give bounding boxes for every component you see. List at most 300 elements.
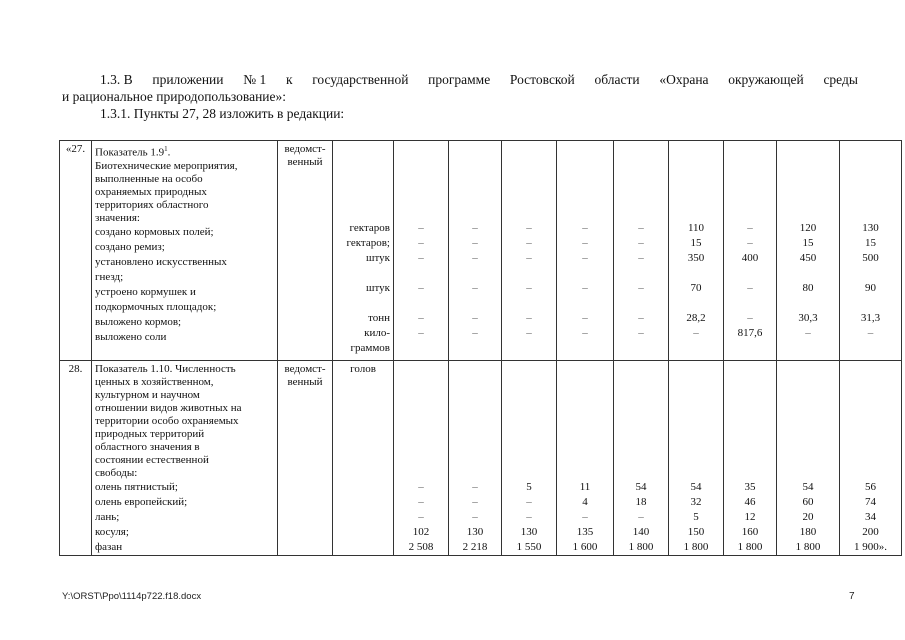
spacer <box>840 182 901 195</box>
spacer <box>614 428 668 441</box>
value-cell-col-9 <box>840 141 902 361</box>
spacer <box>669 156 723 169</box>
spacer <box>724 428 776 441</box>
spacer <box>669 341 723 356</box>
indicator-desc-line: культурном и научном <box>95 388 200 401</box>
spacer <box>669 363 723 376</box>
value-cell-col-8 <box>777 360 840 555</box>
value-cell-col-3 <box>502 360 557 555</box>
spacer <box>335 156 390 169</box>
value-cell-col-9 <box>840 360 902 555</box>
indicator-type-line: венный <box>287 375 323 388</box>
spacer <box>724 156 776 169</box>
value: – <box>638 327 644 339</box>
spacer <box>335 143 390 156</box>
spacer <box>449 402 501 415</box>
spacer <box>614 467 668 480</box>
spacer <box>557 376 613 389</box>
spacer <box>557 415 613 428</box>
spacer <box>724 143 776 156</box>
spacer <box>669 208 723 221</box>
spacer <box>449 341 501 356</box>
unit-cell <box>333 141 394 361</box>
value: 34 <box>865 510 876 523</box>
spacer <box>502 441 556 454</box>
spacer <box>557 195 613 208</box>
indicator-desc-line: областного значения в <box>95 440 200 453</box>
indicator-type-line: ведомст- <box>284 362 326 375</box>
spacer <box>840 467 901 480</box>
value: 12 <box>744 510 756 523</box>
spacer <box>557 389 613 402</box>
value: – <box>582 252 588 264</box>
unit-line: гектаров <box>349 222 390 234</box>
value: 74 <box>865 495 876 508</box>
spacer <box>449 182 501 195</box>
value: 450 <box>799 252 817 264</box>
value: – <box>582 282 588 294</box>
value: – <box>805 327 811 339</box>
spacer <box>449 195 501 208</box>
paragraph-word: Ростовской <box>509 72 575 87</box>
spacer <box>777 341 839 356</box>
indicator-title <box>95 143 274 160</box>
spacer <box>614 208 668 221</box>
value: – <box>472 222 478 234</box>
item-label: подкормочных площадок; <box>95 300 217 313</box>
spacer <box>614 376 668 389</box>
footer-file-path: Y:\ORST\Ppo\1114p722.f18.docx <box>62 591 202 602</box>
spacer <box>449 363 501 376</box>
spacer <box>777 389 839 402</box>
spacer <box>502 195 556 208</box>
spacer <box>724 182 776 195</box>
spacer <box>840 376 901 389</box>
spacer <box>724 415 776 428</box>
value: – <box>472 510 478 523</box>
value: 56 <box>865 480 876 493</box>
spacer <box>449 376 501 389</box>
value: 30,3 <box>798 312 818 324</box>
spacer <box>614 182 668 195</box>
spacer <box>502 341 556 356</box>
spacer <box>669 428 723 441</box>
spacer <box>502 143 556 156</box>
value: – <box>472 312 478 324</box>
spacer <box>724 208 776 221</box>
value: – <box>582 510 588 523</box>
spacer <box>557 143 613 156</box>
value: – <box>472 237 478 249</box>
spacer <box>614 169 668 182</box>
indicator-desc-line: охраняемых природных <box>95 185 207 198</box>
value: 54 <box>802 480 814 493</box>
indicator-title-superscript: 1 <box>164 145 168 153</box>
value: 60 <box>802 495 814 508</box>
spacer <box>502 467 556 480</box>
value: 817,6 <box>737 327 763 339</box>
spacer <box>840 428 901 441</box>
value: – <box>526 327 532 339</box>
spacer <box>614 441 668 454</box>
spacer <box>777 266 839 281</box>
value: 4 <box>582 495 588 508</box>
unit-line: гектаров; <box>346 237 390 249</box>
value: 20 <box>802 510 814 523</box>
paragraph-word: области <box>594 72 640 87</box>
spacer <box>335 266 390 281</box>
spacer <box>394 389 448 402</box>
value: – <box>867 327 874 339</box>
spacer <box>777 156 839 169</box>
spacer <box>502 208 556 221</box>
spacer <box>394 376 448 389</box>
indicator-desc-line: отношении видов животных на <box>95 401 242 414</box>
spacer <box>840 208 901 221</box>
spacer <box>777 441 839 454</box>
value: – <box>638 252 644 264</box>
spacer <box>335 195 390 208</box>
paragraph-1-3 <box>62 71 858 105</box>
spacer <box>724 389 776 402</box>
value: 5 <box>526 480 532 493</box>
indicator-type-cell <box>278 141 333 361</box>
spacer <box>394 195 448 208</box>
value: – <box>582 312 588 324</box>
spacer <box>394 363 448 376</box>
indicator-type-line: венный <box>287 156 323 168</box>
spacer <box>724 195 776 208</box>
value-cell-col-4 <box>557 360 614 555</box>
value: – <box>747 222 753 234</box>
value: – <box>638 282 644 294</box>
paragraph-word: «Охрана <box>659 72 709 87</box>
value: – <box>418 327 424 339</box>
spacer <box>777 182 839 195</box>
paragraph-word: № 1 <box>243 72 267 87</box>
value: – <box>582 327 588 339</box>
value-cell-col-7 <box>724 360 777 555</box>
indicator-desc-line: территориях областного <box>95 198 209 211</box>
page-number: 7 <box>849 591 855 602</box>
value: 1 800 <box>795 540 821 553</box>
value: 32 <box>690 495 702 508</box>
value: – <box>418 495 424 508</box>
value: 11 <box>579 480 591 493</box>
paragraph-word: государственной <box>312 72 409 87</box>
value: 1 550 <box>516 540 542 553</box>
item-label: выложено соли <box>95 330 167 343</box>
spacer <box>614 143 668 156</box>
value: – <box>747 312 753 324</box>
value: – <box>418 222 424 234</box>
spacer <box>777 363 839 376</box>
spacer <box>502 402 556 415</box>
value: 400 <box>741 252 759 264</box>
spacer <box>777 402 839 415</box>
spacer <box>502 266 556 281</box>
spacer <box>557 182 613 195</box>
value-cell-col-4 <box>557 141 614 361</box>
paragraph-1-3-line-1 <box>62 71 858 88</box>
spacer <box>669 402 723 415</box>
spacer <box>449 415 501 428</box>
spacer <box>724 169 776 182</box>
value: 160 <box>741 525 759 538</box>
value: – <box>418 282 424 294</box>
value: 5 <box>693 510 699 523</box>
spacer <box>669 143 723 156</box>
spacer <box>669 182 723 195</box>
spacer <box>724 296 776 311</box>
spacer <box>449 454 501 467</box>
paragraph-word: окружающей <box>728 72 804 87</box>
spacer <box>777 376 839 389</box>
value: 1 800 <box>628 540 654 553</box>
item-label: гнезд; <box>95 270 124 283</box>
spacer <box>777 428 839 441</box>
spacer <box>724 341 776 356</box>
spacer <box>777 296 839 311</box>
spacer <box>557 266 613 281</box>
spacer <box>394 415 448 428</box>
spacer <box>840 389 901 402</box>
value: – <box>472 495 478 508</box>
value: 1 600 <box>572 540 598 553</box>
item-label: выложено кормов; <box>95 315 182 328</box>
spacer <box>614 195 668 208</box>
indicator-desc-line: Показатель 1.10. Численность <box>95 362 236 375</box>
value: 80 <box>802 282 814 294</box>
value: 31,3 <box>860 312 881 324</box>
value: 15 <box>802 237 814 249</box>
spacer <box>394 402 448 415</box>
indicator-desc-line: свободы: <box>95 466 138 479</box>
value: 15 <box>690 237 702 249</box>
spacer <box>724 467 776 480</box>
spacer <box>557 169 613 182</box>
spacer <box>840 143 901 156</box>
spacer <box>394 467 448 480</box>
spacer <box>557 363 613 376</box>
spacer <box>449 169 501 182</box>
spacer <box>777 208 839 221</box>
value: 150 <box>687 525 705 538</box>
spacer <box>449 143 501 156</box>
value: – <box>582 222 588 234</box>
spacer <box>724 454 776 467</box>
indicator-desc-line: природных территорий <box>95 427 205 440</box>
value-cell-col-1 <box>394 141 449 361</box>
value: – <box>526 495 532 508</box>
paragraph-word: среды <box>823 72 858 87</box>
spacer <box>394 441 448 454</box>
spacer <box>614 402 668 415</box>
paragraph-word: приложении <box>152 72 224 87</box>
value: – <box>472 282 478 294</box>
value-cell-col-6 <box>669 360 724 555</box>
spacer <box>777 467 839 480</box>
paragraph-word: 1.3. В <box>100 72 133 87</box>
spacer <box>502 389 556 402</box>
spacer <box>449 428 501 441</box>
value: 135 <box>576 525 594 538</box>
spacer <box>840 363 901 376</box>
indicators-table <box>59 140 902 556</box>
row-number: «27. <box>60 141 92 361</box>
value: – <box>526 510 532 523</box>
paragraph-1-3-1: 1.3.1. Пункты 27, 28 изложить в редакции: <box>100 106 345 121</box>
value-cell-col-5 <box>614 141 669 361</box>
spacer <box>557 341 613 356</box>
value: 46 <box>744 495 756 508</box>
spacer <box>840 402 901 415</box>
value: 110 <box>687 222 705 234</box>
value: 90 <box>865 282 876 294</box>
value: 130 <box>862 222 879 234</box>
unit-line: штук <box>366 252 390 264</box>
item-label: фазан <box>95 540 123 553</box>
value: – <box>526 312 532 324</box>
spacer <box>502 376 556 389</box>
spacer <box>394 143 448 156</box>
spacer <box>557 441 613 454</box>
value-cell-col-2 <box>449 141 502 361</box>
table-row-28 <box>60 360 902 555</box>
indicator-desc-line: состоянии естественной <box>95 453 209 466</box>
spacer <box>449 389 501 402</box>
value: – <box>638 222 644 234</box>
spacer <box>840 341 901 356</box>
value: 54 <box>635 480 647 493</box>
value: 2 508 <box>408 540 434 553</box>
indicator-desc-line: территории особо охраняемых <box>95 414 239 427</box>
paragraph-word: программе <box>428 72 491 87</box>
value-cell-col-2 <box>449 360 502 555</box>
unit-line: граммов <box>350 342 390 354</box>
value: 54 <box>690 480 702 493</box>
spacer <box>669 169 723 182</box>
spacer <box>669 296 723 311</box>
spacer <box>502 156 556 169</box>
item-label: олень европейский; <box>95 495 188 508</box>
value: 2 218 <box>462 540 488 553</box>
spacer <box>724 363 776 376</box>
spacer <box>614 415 668 428</box>
indicator-title-suffix: . <box>167 146 171 159</box>
value-cell-col-6 <box>669 141 724 361</box>
spacer <box>394 208 448 221</box>
indicator-title-text: Показатель 1.9 <box>95 146 165 159</box>
spacer <box>724 402 776 415</box>
value: 102 <box>412 525 430 538</box>
value: 15 <box>865 237 876 249</box>
spacer <box>669 376 723 389</box>
value-cell-col-5 <box>614 360 669 555</box>
value: – <box>638 312 644 324</box>
spacer <box>557 428 613 441</box>
spacer <box>502 454 556 467</box>
item-label: лань; <box>95 510 120 523</box>
unit-line: кило- <box>364 327 390 339</box>
spacer <box>840 454 901 467</box>
spacer <box>557 402 613 415</box>
value: 130 <box>520 525 538 538</box>
spacer <box>669 441 723 454</box>
spacer <box>502 169 556 182</box>
spacer <box>669 467 723 480</box>
value: 180 <box>799 525 817 538</box>
value: – <box>418 252 424 264</box>
value: 500 <box>862 252 879 264</box>
value: – <box>418 510 424 523</box>
value: 70 <box>690 282 702 294</box>
spacer <box>777 415 839 428</box>
value: – <box>526 252 532 264</box>
value-cell-col-7 <box>724 141 777 361</box>
spacer <box>335 182 390 195</box>
spacer <box>502 182 556 195</box>
spacer <box>840 441 901 454</box>
spacer <box>449 441 501 454</box>
value: – <box>526 222 532 234</box>
paragraph-1-3-line-2: и рациональное природопользование»: <box>62 89 287 104</box>
spacer <box>449 156 501 169</box>
spacer <box>614 341 668 356</box>
value: – <box>638 510 644 523</box>
spacer <box>840 195 901 208</box>
item-label: олень пятнистый; <box>95 480 178 493</box>
spacer <box>614 156 668 169</box>
spacer <box>394 156 448 169</box>
spacer <box>335 208 390 221</box>
spacer <box>394 428 448 441</box>
unit-line: штук <box>366 282 390 294</box>
value: 1 900». <box>854 540 887 553</box>
spacer <box>614 363 668 376</box>
indicator-type-line: ведомст- <box>284 143 326 155</box>
spacer <box>614 266 668 281</box>
indicator-desc-line: ценных в хозяйственном, <box>95 375 214 388</box>
value: 18 <box>635 495 647 508</box>
spacer <box>335 296 390 311</box>
value: 200 <box>862 525 879 538</box>
value: – <box>638 237 644 249</box>
spacer <box>557 467 613 480</box>
item-label: косуля; <box>95 525 129 538</box>
spacer <box>449 266 501 281</box>
indicator-desc-line: Биотехнические мероприятия, <box>95 159 238 172</box>
spacer <box>394 296 448 311</box>
table-row-27 <box>60 141 902 361</box>
value: – <box>582 237 588 249</box>
spacer <box>557 208 613 221</box>
value: – <box>747 282 753 294</box>
unit-cell: голов <box>333 360 394 555</box>
value: 120 <box>799 222 817 234</box>
value: – <box>747 237 753 249</box>
item-label: устроено кормушек и <box>95 285 196 298</box>
spacer <box>394 182 448 195</box>
item-label: установлено искусственных <box>95 255 227 268</box>
spacer <box>449 467 501 480</box>
spacer <box>557 296 613 311</box>
value: – <box>526 282 532 294</box>
value: – <box>693 327 699 339</box>
item-label: создано кормовых полей; <box>95 225 214 238</box>
indicator-name-cell <box>92 360 278 555</box>
spacer <box>669 415 723 428</box>
